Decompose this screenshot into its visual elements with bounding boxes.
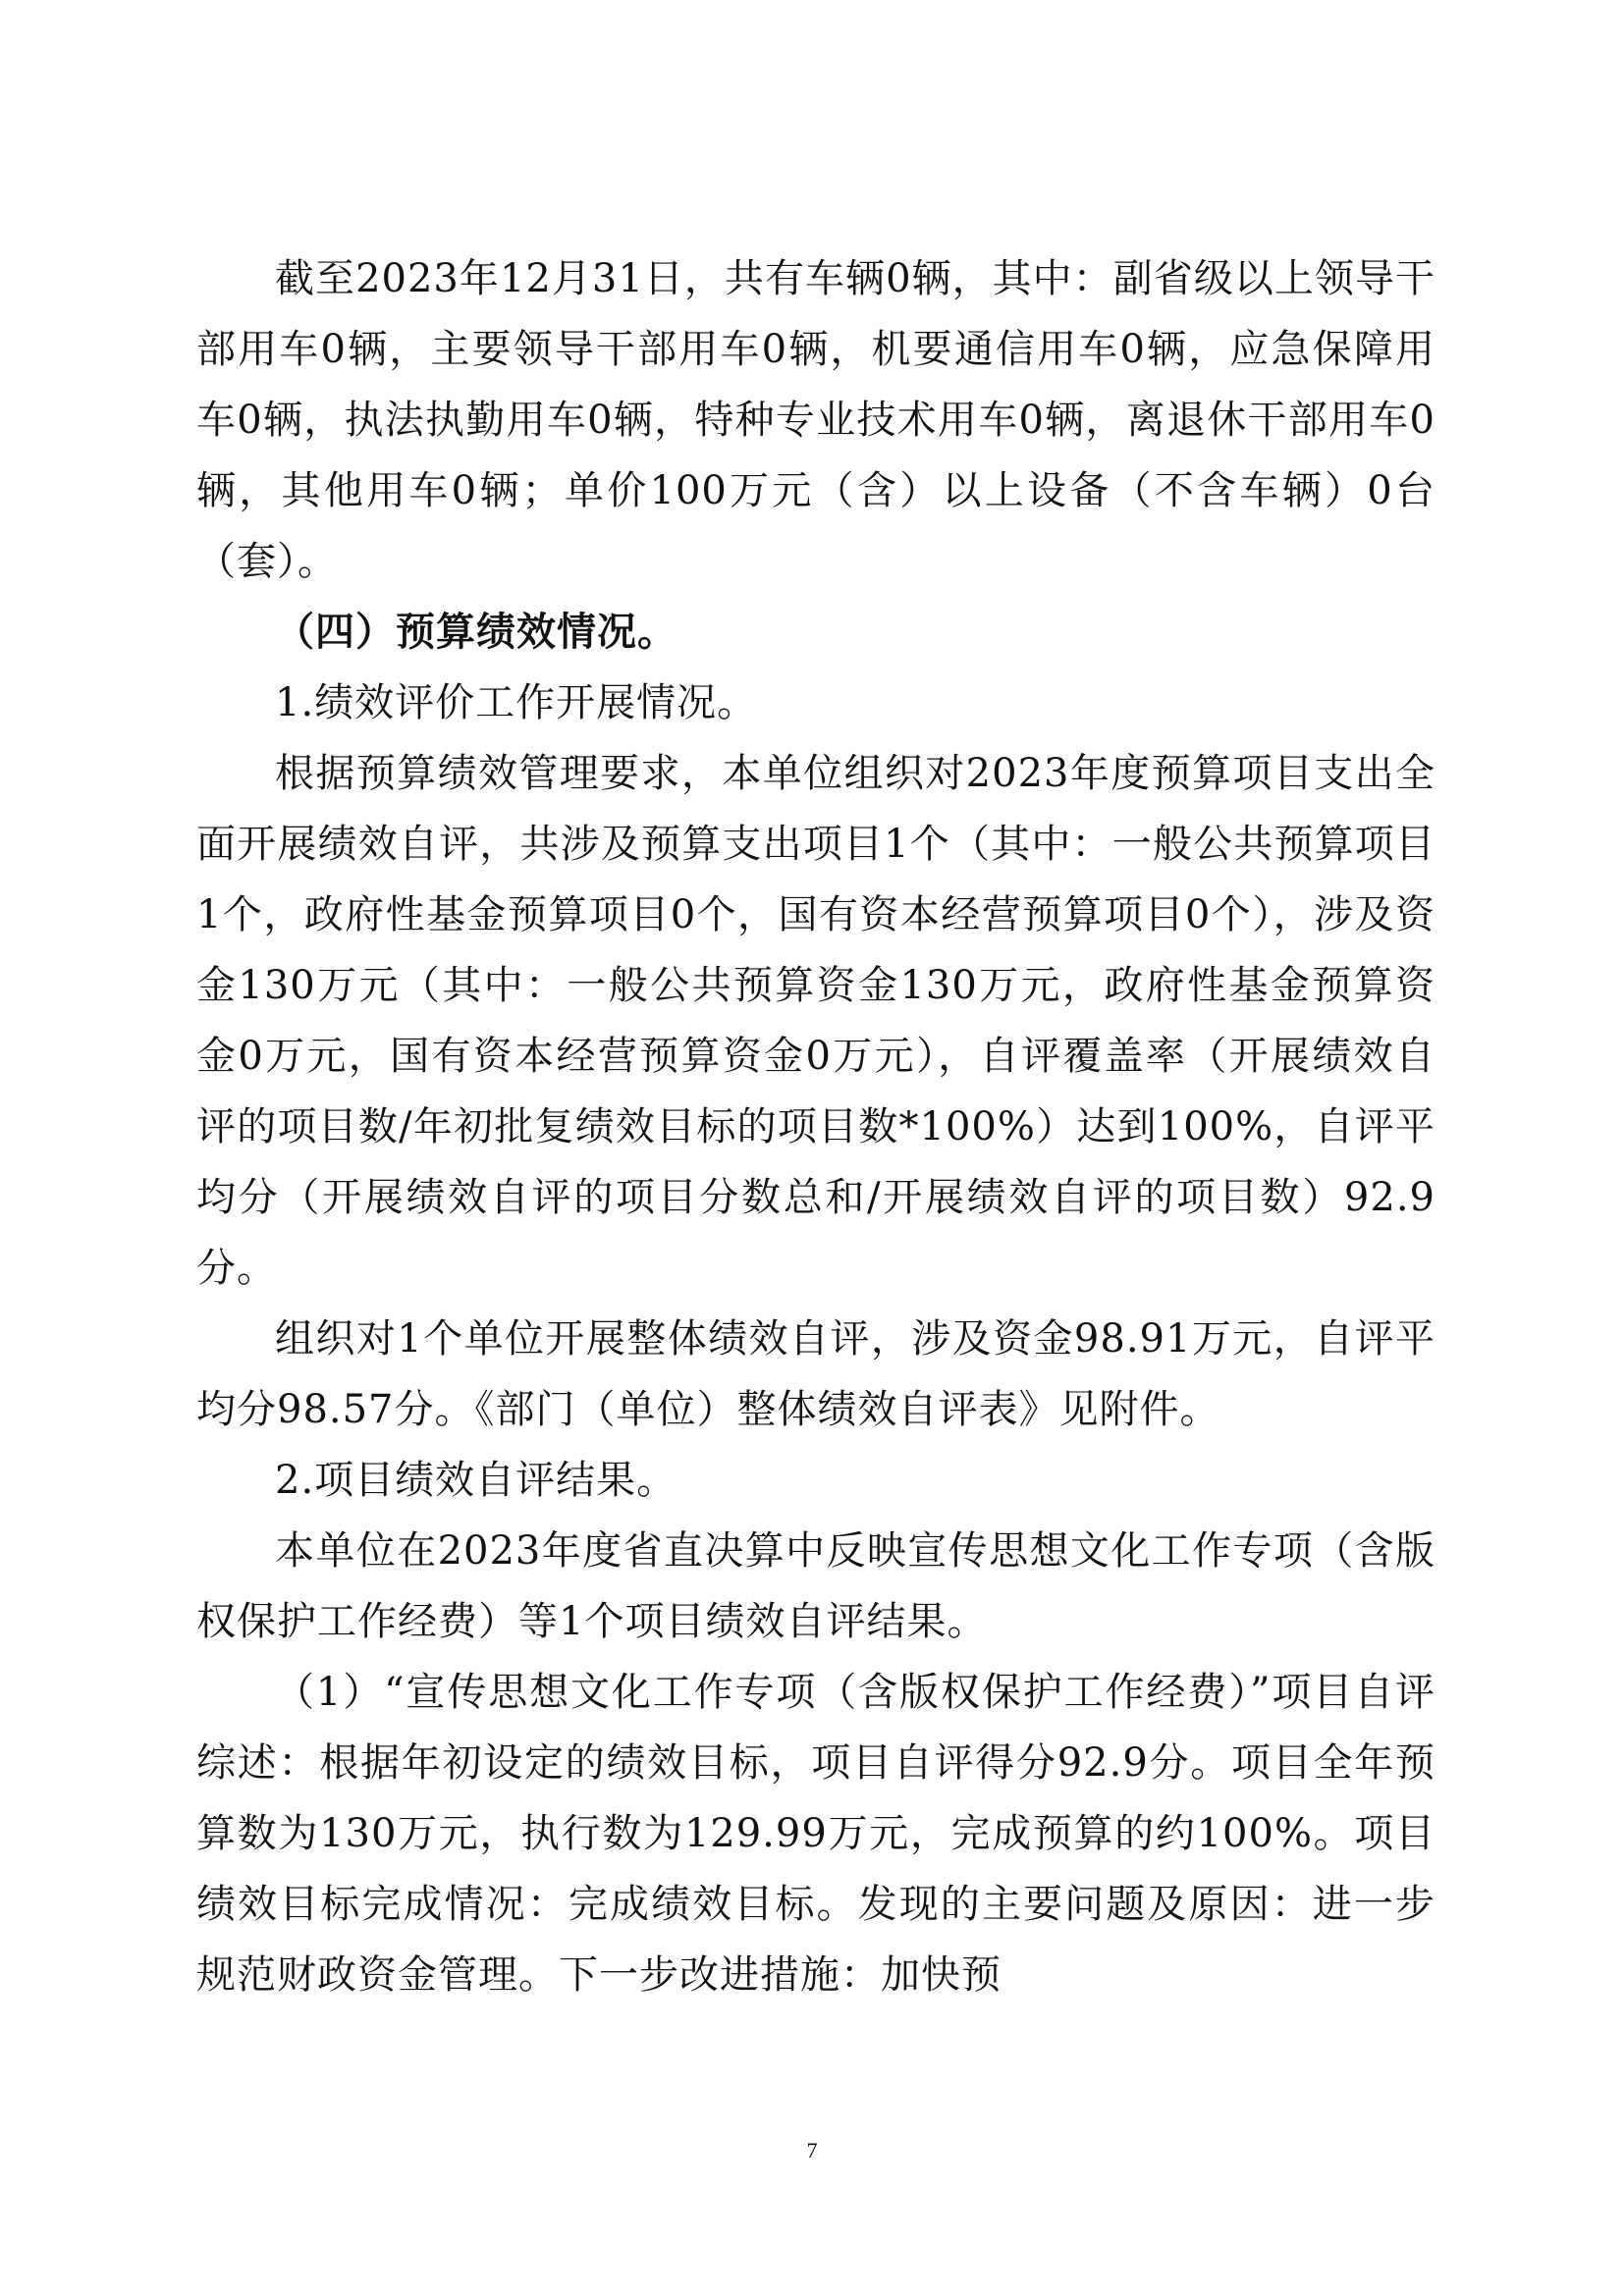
section-heading-budget-performance: （四）预算绩效情况。 [275, 609, 677, 655]
subheading-evaluation-work: 1.绩效评价工作开展情况。 [275, 680, 758, 725]
paragraph-project-results-summary: 本单位在2023年度省直决算中反映宣传思想文化工作专项（含版权保护工作经费）等1个项目绩效自评结果。 [196, 1528, 1435, 1644]
subheading-project-results: 2.项目绩效自评结果。 [275, 1458, 677, 1503]
paragraph-overall-self-evaluation: 组织对1个单位开展整体绩效自评，涉及资金98.91万元，自评平均分98.57分。《部门（单位）整体绩效自评表》见附件。 [196, 1316, 1435, 1432]
paragraph-vehicles-equipment: 截至2023年12月31日，共有车辆0辆，其中：副省级以上领导干部用车0辆，主要领导干部用车0辆，机要通信用车0辆，应急保障用车0辆，执法执勤用车0辆，特种专业技术用车0辆，离退休干部用车0辆，其他用车0辆；单价100万元（含）以上设备（不含车辆）0台（套）。 [196, 256, 1435, 584]
page-number: 7 [806, 2138, 818, 2163]
paragraph-project-self-evaluation: 根据预算绩效管理要求，本单位组织对2023年度预算项目支出全面开展绩效自评，共涉及预算支出项目1个（其中：一般公共预算项目1个，政府性基金预算项目0个，国有资本经营预算项目0个），涉及资金130万元（其中：一般公共预算资金130万元，政府性基金预算资金0万元，国有资本经营预算资金0万元），自评覆盖率（开展绩效自评的项目数/年初批复绩效目标的项目数*100%）达到100%，自评平均分（开展绩效自评的项目分数总和/开展绩效自评的项目数）92.9分。 [196, 751, 1435, 1291]
paragraph-project-1-review: （1）“宣传思想文化工作专项（含版权保护工作经费）”项目自评综述：根据年初设定的绩效目标，项目自评得分92.9分。项目全年预算数为130万元，执行数为129.99万元，完成预算的约100%。项目绩效目标完成情况：完成绩效目标。发现的主要问题及原因：进一步规范财政资金管理。下一步改进措施：加快预 [196, 1670, 1435, 1998]
body-text [196, 243, 1435, 2010]
